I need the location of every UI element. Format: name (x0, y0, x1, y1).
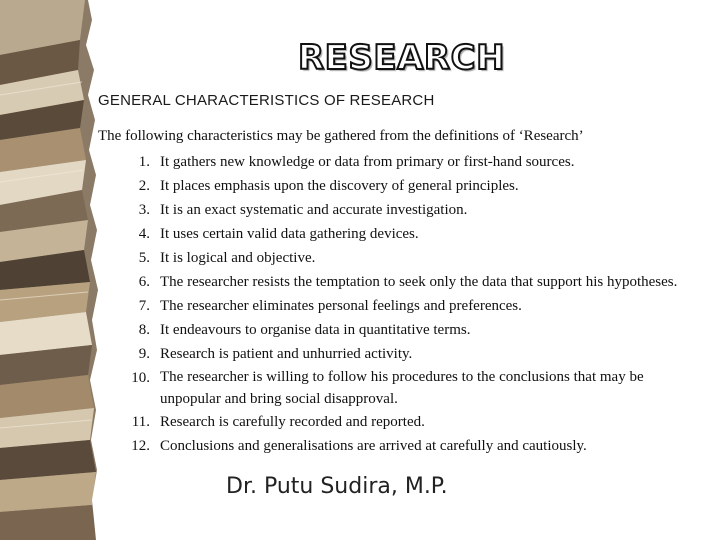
list-item-number: 2. (138, 178, 150, 194)
list-item-text: The researcher eliminates personal feelings and preferences. (160, 298, 522, 314)
list-item (98, 174, 698, 198)
list-item-text: It places emphasis upon the discovery of general principles. (160, 178, 519, 194)
list-item (98, 410, 698, 434)
list-item-text: It is an exact systematic and accurate investigation. (160, 202, 468, 218)
list-item (98, 434, 698, 458)
characteristics-list (98, 150, 698, 458)
book-stack-decoration (0, 0, 100, 540)
list-item-number: 11. (131, 414, 150, 430)
list-item-number: 1. (138, 154, 150, 170)
list-item (98, 366, 698, 410)
list-item-number: 9. (138, 346, 150, 362)
list-item-number: 4. (138, 226, 150, 242)
list-item (98, 294, 698, 318)
list-item-number: 10. (131, 370, 150, 386)
list-item-number: 5. (138, 250, 150, 266)
list-item-text: It uses certain valid data gathering devices. (160, 226, 419, 242)
slide-title: RESEARCH (298, 38, 506, 78)
list-item (98, 246, 698, 270)
intro-text: The following characteristics may be gathered from the definitions of ‘Research’ (98, 128, 584, 144)
list-item-text: Conclusions and generalisations are arrived at carefully and cautiously. (160, 438, 587, 454)
list-item (98, 342, 698, 366)
list-item-text: Research is patient and unhurried activity. (160, 346, 413, 362)
section-heading: GENERAL CHARACTERISTICS OF RESEARCH (98, 92, 435, 109)
list-item-number: 8. (138, 322, 150, 338)
list-item-text: It endeavours to organise data in quantitative terms. (160, 322, 471, 338)
list-item (98, 198, 698, 222)
list-item-text: Research is carefully recorded and reported. (160, 414, 425, 430)
author-name: Dr. Putu Sudira, M.P. (226, 474, 448, 499)
list-item-text: The researcher is willing to follow his procedures to the conclusions that may be unpopular and bring social disapproval. (160, 369, 644, 407)
list-item (98, 270, 698, 294)
list-item-text: It gathers new knowledge or data from primary or first-hand sources. (160, 154, 575, 170)
list-item-text: The researcher resists the temptation to seek only the data that support his hypotheses. (160, 274, 678, 290)
list-item-number: 3. (138, 202, 150, 218)
list-item-number: 12. (131, 438, 150, 454)
list-item-text: It is logical and objective. (160, 250, 316, 266)
list-item (98, 222, 698, 246)
list-item (98, 150, 698, 174)
list-item (98, 318, 698, 342)
list-item-number: 6. (138, 274, 150, 290)
list-item-number: 7. (138, 298, 150, 314)
